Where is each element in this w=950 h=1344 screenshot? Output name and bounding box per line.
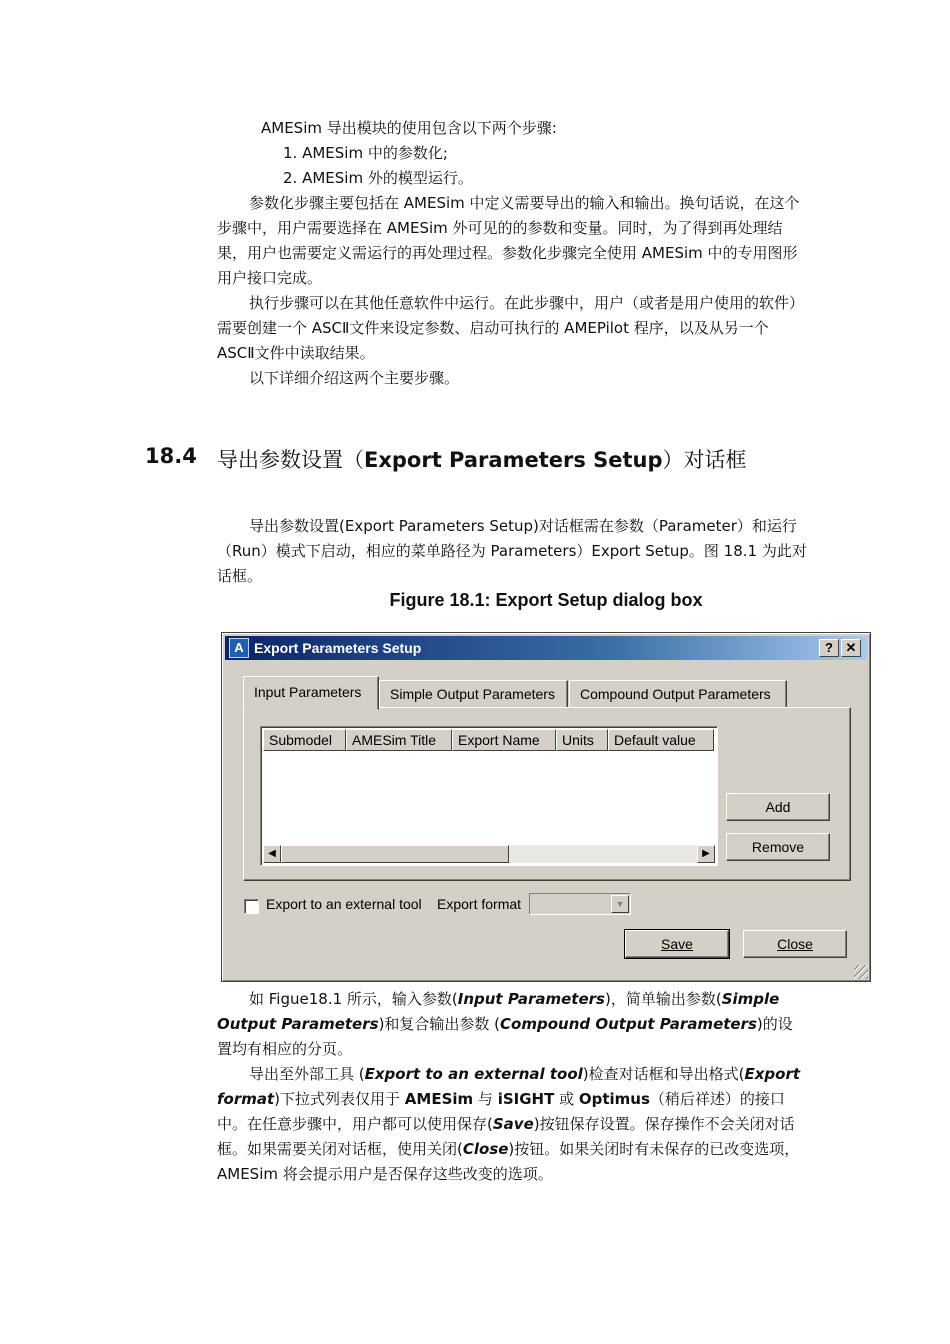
tabs-paragraph <box>217 987 807 1062</box>
column-default-value[interactable]: Default value <box>608 729 714 751</box>
remove-button[interactable]: Remove <box>726 833 830 861</box>
text-run: )按钮保存设置。保存操作不会关闭对话框。如果需要关闭对话框，使用关闭( <box>217 1115 795 1158</box>
scroll-right-icon[interactable]: ▶ <box>697 845 715 863</box>
column-export-name[interactable]: Export Name <box>452 729 556 751</box>
column-units[interactable]: Units <box>556 729 608 751</box>
chevron-down-icon[interactable]: ▼ <box>611 895 629 913</box>
step-1: 1. AMESim 中的参数化; <box>283 144 448 162</box>
section-paragraph: 导出参数设置(Export Parameters Setup)对话框需在参数（Parameter）和运行（Run）模式下启动，相应的菜单路径为 Parameters）Export Setup。图 18.1 为此对话框。 <box>217 517 807 585</box>
section-title-post: ）对话框 <box>662 448 747 472</box>
term-close: Close <box>462 1140 509 1158</box>
save-button[interactable] <box>625 930 729 958</box>
intro-line: AMESim 导出模块的使用包含以下两个步骤: <box>261 119 557 137</box>
tab-compound-output-parameters[interactable]: Compound Output Parameters <box>569 680 787 708</box>
section-heading <box>145 444 747 474</box>
term-input-parameters: Input Parameters <box>457 990 605 1008</box>
tab-simple-output-parameters[interactable]: Simple Output Parameters <box>379 680 568 708</box>
export-format-label: Export format <box>437 896 522 912</box>
text-run: 或 <box>554 1090 579 1108</box>
dialog-titlebar[interactable] <box>225 636 867 660</box>
section-number: 18.4 <box>145 444 197 468</box>
term-export-external-tool: Export to an external tool <box>364 1065 583 1083</box>
export-external-tool-checkbox[interactable] <box>244 899 259 914</box>
text-run: )的设置均有相应的分页。 <box>217 1015 793 1058</box>
term-isight: iSIGHT <box>497 1090 555 1108</box>
horizontal-scrollbar[interactable] <box>263 845 715 863</box>
text-run: )检查对话框和导出格式( <box>582 1065 745 1083</box>
export-parameters-dialog <box>221 632 871 982</box>
export-format-select[interactable] <box>529 893 631 915</box>
export-paragraph <box>217 1062 807 1187</box>
add-button[interactable]: Add <box>726 793 830 821</box>
section-title-bold: Export Parameters Setup <box>364 448 663 472</box>
term-amesim: AMESim <box>404 1090 474 1108</box>
term-simple-output-parameters: Simple Output Parameters <box>217 990 780 1033</box>
term-optimus: Optimus <box>578 1090 650 1108</box>
amesim-app-icon: A <box>229 638 249 658</box>
step-2: 2. AMESim 外的模型运行。 <box>283 169 473 187</box>
after-figure-block <box>217 987 807 1187</box>
column-submodel[interactable]: Submodel <box>263 729 346 751</box>
text-run: （稍后祥述）的接口中。在任意步骤中，用户都可以使用保存( <box>217 1090 785 1133</box>
input-parameters-panel <box>243 707 851 881</box>
parameters-table[interactable] <box>260 726 718 866</box>
text-run: )下拉式列表仅用于 <box>274 1090 405 1108</box>
scroll-thumb[interactable] <box>281 845 509 863</box>
text-run: 如 Figue18.1 所示，输入参数( <box>249 990 458 1008</box>
text-run: )和复合输出参数 ( <box>378 1015 501 1033</box>
text-run: 与 <box>473 1090 498 1108</box>
figure-caption: Figure 18.1: Export Setup dialog box <box>389 590 703 610</box>
resize-grip-icon[interactable] <box>854 965 868 979</box>
close-label: Close <box>777 936 813 952</box>
paragraph-details: 以下详细介绍这两个主要步骤。 <box>249 369 460 387</box>
close-button[interactable] <box>743 930 847 958</box>
term-save: Save <box>492 1115 534 1133</box>
paragraph-parametrization: 参数化步骤主要包括在 AMESim 中定义需要导出的输入和输出。换句话说，在这个步骤中，用户需要选择在 AMESim 外可见的的参数和变量。同时，为了得到再处理结果，用户也需要定义需运行的再处理过程。参数化步骤完全使用 AMESim 中的专用图形用户接口完成。 <box>217 194 800 287</box>
text-run: 导出至外部工具 ( <box>249 1065 365 1083</box>
section-title <box>217 444 747 474</box>
dialog-title: Export Parameters Setup <box>254 640 422 656</box>
table-header <box>263 729 714 751</box>
save-label: Save <box>661 936 693 952</box>
export-external-tool-label: Export to an external tool <box>266 896 422 912</box>
section-title-pre: 导出参数设置（ <box>217 448 364 472</box>
text-run: )按钮。如果关闭时有未保存的已改变选项，AMESim 将会提示用户是否保存这些改变的选项。 <box>217 1140 800 1183</box>
text-run: )，简单输出参数( <box>604 990 722 1008</box>
term-compound-output-parameters: Compound Output Parameters <box>500 1015 757 1033</box>
paragraph-execution: 执行步骤可以在其他任意软件中运行。在此步骤中，用户（或者是用户使用的软件）需要创建一个 ASCⅡ文件来设定参数、启动可执行的 AMEPilot 程序，以及从另一个 ASCⅡ文件中读取结果。 <box>217 294 805 362</box>
scroll-left-icon[interactable]: ◀ <box>263 845 281 863</box>
help-button[interactable]: ? <box>819 639 839 657</box>
section-paragraph-block <box>217 514 807 589</box>
term-export-format: Export format <box>217 1065 801 1108</box>
column-amesim-title[interactable]: AMESim Title <box>346 729 452 751</box>
close-window-button[interactable]: ✕ <box>841 639 861 657</box>
intro-block <box>217 116 807 391</box>
tab-input-parameters[interactable]: Input Parameters <box>243 676 379 710</box>
